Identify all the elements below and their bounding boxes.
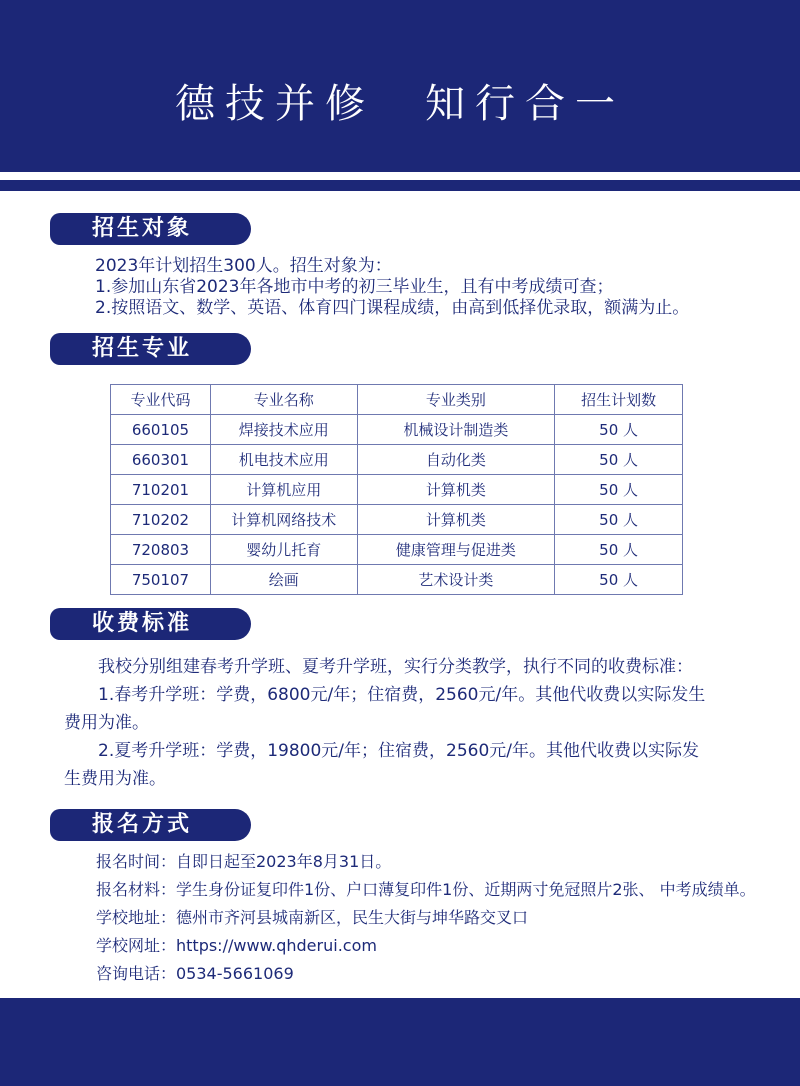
major-name: 焊接技术应用 [210, 415, 357, 445]
table-row [111, 415, 683, 445]
major-category: 机械设计制造类 [357, 415, 555, 445]
text-line: 学校地址：德州市齐河县城南新区，民生大街与坤华路交叉口 [96, 908, 529, 927]
table-row [111, 505, 683, 535]
text-line: 报名材料：学生身份证复印件1份、户口薄复印件1份、近期两寸免冠照片2张、 中考成绩单。 [96, 880, 756, 899]
major-code: 710202 [111, 505, 211, 535]
major-category: 计算机类 [357, 475, 555, 505]
major-name: 计算机网络技术 [210, 505, 357, 535]
text-line: 2.按照语文、数学、英语、体育四门课程成绩，由高到低择优录取，额满为止。 [95, 298, 690, 318]
major-name: 机电技术应用 [210, 445, 357, 475]
major-code: 660105 [111, 415, 211, 445]
major-name: 绘画 [210, 565, 357, 595]
major-code: 750107 [111, 565, 211, 595]
majors-table [110, 384, 683, 595]
header-banner [0, 0, 800, 172]
text-line: 我校分别组建春考升学班、夏考升学班，实行分类教学，执行不同的收费标准： [98, 657, 693, 677]
text-line: 2.夏考升学班：学费，19800元/年；住宿费，2560元/年。其他代收费以实际发 [98, 741, 700, 761]
table-row [111, 535, 683, 565]
major-code: 720803 [111, 535, 211, 565]
table-header-row [111, 385, 683, 415]
major-category: 自动化类 [357, 445, 555, 475]
text-line: 费用为准。 [64, 713, 149, 733]
major-name: 计算机应用 [210, 475, 357, 505]
major-code: 660301 [111, 445, 211, 475]
major-category: 艺术设计类 [357, 565, 555, 595]
major-quota: 50 人 [555, 445, 683, 475]
column-header: 专业名称 [210, 385, 357, 415]
section-heading-registration: 报名方式 [50, 809, 251, 841]
major-category: 计算机类 [357, 505, 555, 535]
table-row [111, 445, 683, 475]
major-category: 健康管理与促进类 [357, 535, 555, 565]
major-quota: 50 人 [555, 415, 683, 445]
major-quota: 50 人 [555, 535, 683, 565]
text-line: 报名时间：自即日起至2023年8月31日。 [96, 852, 392, 871]
major-code: 710201 [111, 475, 211, 505]
footer-banner [0, 998, 800, 1086]
text-line: 1.参加山东省2023年各地市中考的初三毕业生，且有中考成绩可查； [95, 277, 614, 297]
slogan-title: 德技并修 知行合一 [175, 81, 625, 127]
text-line: 1.春考升学班：学费，6800元/年；住宿费，2560元/年。其他代收费以实际发生 [98, 685, 706, 705]
text-line: 生费用为准。 [64, 769, 166, 789]
section-heading-majors: 招生专业 [50, 333, 251, 365]
column-header: 专业类别 [357, 385, 555, 415]
text-line: 咨询电话：0534-5661069 [96, 964, 294, 983]
major-quota: 50 人 [555, 565, 683, 595]
major-quota: 50 人 [555, 475, 683, 505]
text-line: 2023年计划招生300人。招生对象为： [95, 256, 392, 276]
table-row [111, 565, 683, 595]
column-header: 招生计划数 [555, 385, 683, 415]
major-name: 婴幼儿托育 [210, 535, 357, 565]
table-row [111, 475, 683, 505]
header-divider [0, 180, 800, 191]
text-line: 学校网址：https://www.qhderui.com [96, 936, 377, 955]
section-heading-fees: 收费标准 [50, 608, 251, 640]
major-quota: 50 人 [555, 505, 683, 535]
section-heading-enrollment-target: 招生对象 [50, 213, 251, 245]
column-header: 专业代码 [111, 385, 211, 415]
